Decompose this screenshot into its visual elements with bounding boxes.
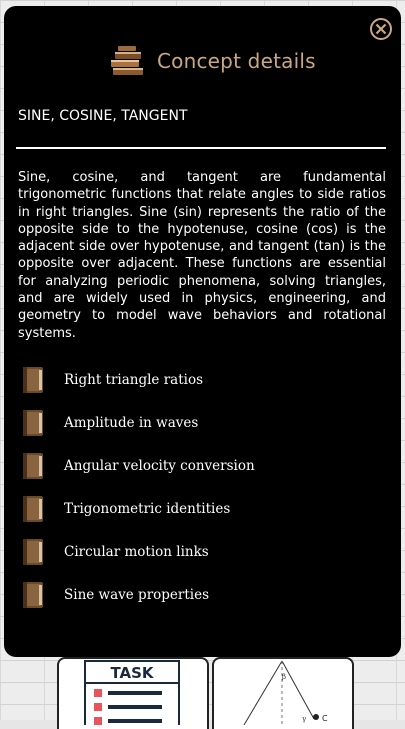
topic-item[interactable] — [20, 487, 380, 530]
task-label: TASK — [110, 664, 154, 682]
pendulum-card[interactable] — [212, 657, 354, 729]
topic-label: Amplitude in waves — [64, 414, 199, 431]
concept-subject: SINE, COSINE, TANGENT — [18, 108, 188, 124]
books-stack-icon — [109, 45, 145, 77]
related-topics-list — [20, 358, 380, 616]
book-icon — [20, 451, 46, 481]
pendulum-illustration — [214, 659, 352, 725]
pendulum-label-gamma: γ — [302, 715, 307, 723]
topic-item[interactable] — [20, 358, 380, 401]
topic-item[interactable] — [20, 444, 380, 487]
concept-description: Sine, cosine, and tangent are fundamental trigonometric functions that relate angles to side ratios in right triangles. Sine (sin) represents the ratio of the opposite side to the hypotenuse, cosine (cos) is the adjacent side over hypotenuse, and tangent (tan) is the opposite over adjacent. These functions are essential for analyzing periodic phenomena, solving triangles, and are widely used in physics, engineering, and geometry to model wave behaviors and rotational systems. — [18, 170, 386, 341]
panel-header — [109, 44, 316, 78]
close-icon[interactable] — [369, 17, 393, 41]
book-icon — [20, 580, 46, 610]
svg-text:β: β — [282, 673, 287, 681]
topic-label: Right triangle ratios — [64, 371, 204, 388]
background-cards — [0, 657, 405, 723]
task-card-illustration — [59, 659, 207, 725]
pendulum-label-c: C — [322, 714, 328, 723]
book-icon — [20, 537, 46, 567]
divider — [16, 147, 386, 149]
topic-label: Circular motion links — [64, 543, 209, 560]
panel-title: Concept details — [157, 49, 316, 73]
book-icon — [20, 365, 46, 395]
concept-details-panel — [4, 6, 401, 657]
topic-item[interactable] — [20, 401, 380, 444]
topic-item[interactable] — [20, 530, 380, 573]
topic-item[interactable] — [20, 573, 380, 616]
topic-label: Sine wave properties — [64, 586, 210, 603]
book-icon — [20, 408, 46, 438]
task-card[interactable] — [57, 657, 209, 729]
topic-label: Angular velocity conversion — [64, 457, 255, 474]
topic-label: Trigonometric identities — [64, 500, 231, 517]
book-icon — [20, 494, 46, 524]
